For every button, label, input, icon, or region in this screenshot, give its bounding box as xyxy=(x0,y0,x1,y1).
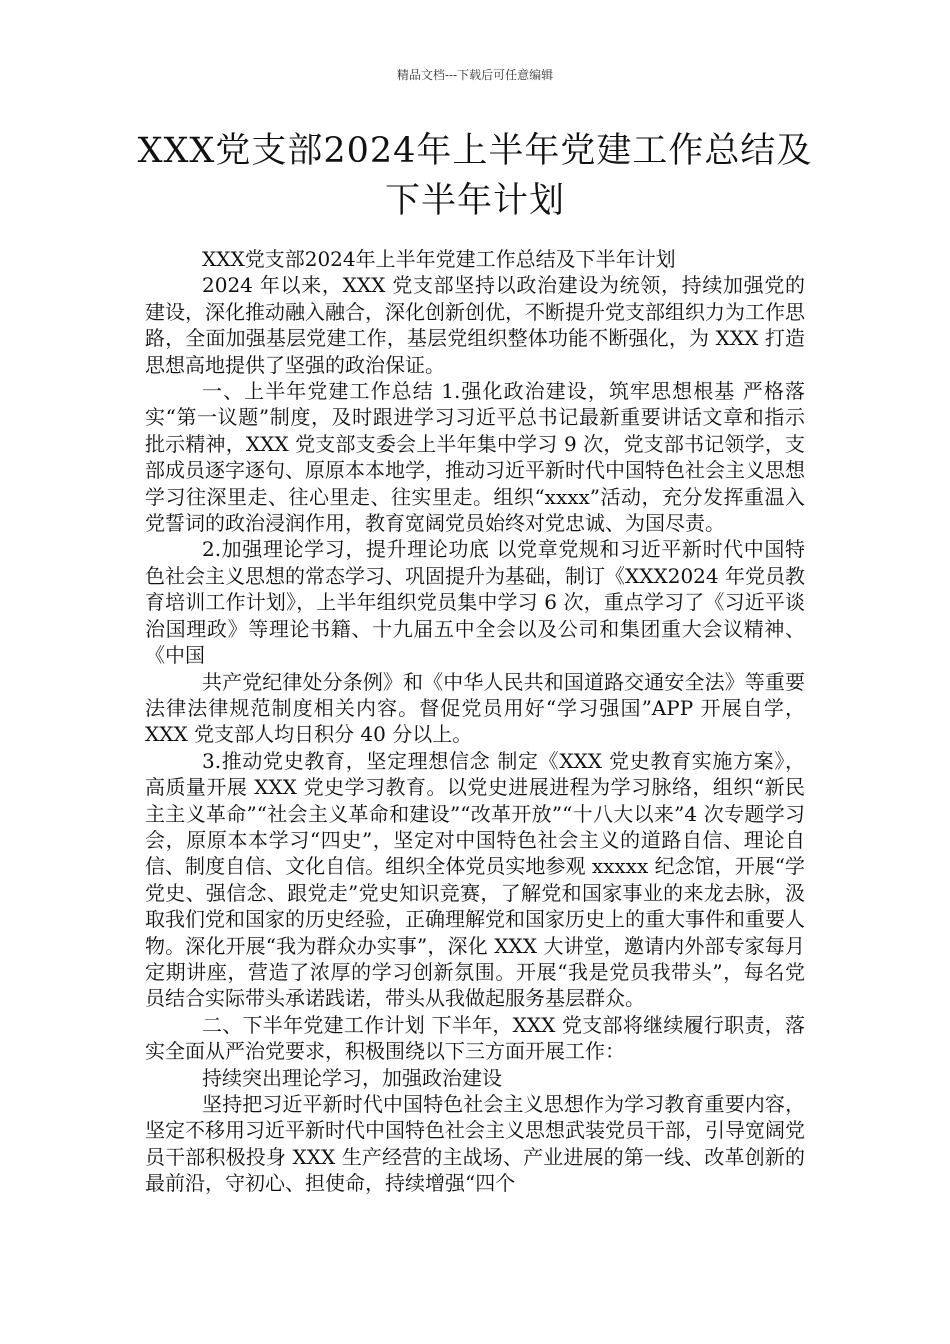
page-header-watermark: 精品文档---下载后可任意编辑 xyxy=(396,68,554,82)
paragraph-section-1-item-3: 3.推动党史教育，坚定理想信念 制定《XXX 党史教育实施方案》，高质量开展 XXX 党史学习教育。以党史进展进程为学习脉络，组织“新民主主义革命”“社会主义革命和建设”“改革开放”“十八大以来”4 次专题学习会，原原本本学习“四史”，坚定对中国特色社会主义的道路自信、理论自信、制度自信、文化自信。组织全体党员实地参观 xxxxx 纪念馆，开展“学党史、强信念、跟党走”党史知识竞赛，了解党和国家事业的来龙去脉，汲取我们党和国家的历史经验，正确理解党和国家历史上的重大事件和重要人物。深化开展“我为群众办实事”，深化 XXX 大讲堂，邀请内外部专家每月定期讲座，营造了浓厚的学习创新氛围。开展“我是党员我带头”，每名党员结合实际带头承诺践诺，带头从我做起服务基层群众。 xyxy=(145,748,805,1011)
document-title xyxy=(120,126,830,226)
title-line-1: XXX党支部2024年上半年党建工作总结及 xyxy=(137,131,813,171)
paragraph-intro: 2024 年以来，XXX 党支部坚持以政治建设为统领，持续加强党的建设，深化推动融入融合，深化创新创优，不断提升党支部组织力为工作思路，全面加强基层党建工作，基层党组织整体功能不断强化，为 XXX 打造思想高地提供了坚强的政治保证。 xyxy=(145,273,805,377)
paragraph-section-1-item-1: 一、上半年党建工作总结 1.强化政治建设，筑牢思想根基 严格落实“第一议题”制度，及时跟进学习习近平总书记最新重要讲话文章和指示批示精神，XXX 党支部支委会上半年集中学习 9 次，党支部书记领学，支部成员逐字逐句、原原本本地学，推动习近平新时代中国特色社会主义思想学习往深里走、往心里走、往实里走。组织“xxxx”活动，充分发挥重温入党誓词的政治浸润作用，教育宽阔党员始终对党忠诚、为国尽责。 xyxy=(145,379,805,536)
title-line-2: 下半年计划 xyxy=(384,181,565,221)
paragraph-section-2: 二、下半年党建工作计划 下半年，XXX 党支部将继续履行职责，落实全面从严治党要求，积极围绕以下三方面开展工作： xyxy=(145,1012,805,1064)
paragraph-section-2-item-1: 坚持把习近平新时代中国特色社会主义思想作为学习教育重要内容，坚定不移用习近平新时代中国特色社会主义思想武装党员干部，引导宽阔党员干部积极投身 XXX 生产经营的主战场、产业进展的第一线、改革创新的最前沿，守初心、担使命，持续增强“四个 xyxy=(145,1092,805,1196)
document-body xyxy=(145,246,805,1197)
paragraph-section-1-item-2: 2.加强理论学习，提升理论功底 以党章党规和习近平新时代中国特色社会主义思想的常态学习、巩固提升为基础，制订《XXX2024 年党员教育培训工作计划》，上半年组织党员集中学习 6 次，重点学习了《习近平谈治国理政》等理论书籍、十九届五中全会以及公司和集团重大会议精神、《中国 xyxy=(145,537,805,668)
paragraph-subtitle: XXX党支部2024年上半年党建工作总结及下半年计划 xyxy=(202,247,676,271)
paragraph-section-2-heading: 持续突出理论学习，加强政治建设 xyxy=(202,1065,502,1090)
paragraph-section-1-item-2-cont: 共产党纪律处分条例》和《中华人民共和国道路交通安全法》等重要法律法律规范制度相关内容。督促党员用好“学习强国”APP 开展自学，XXX 党支部人均日积分 40 分以上。 xyxy=(145,669,805,747)
